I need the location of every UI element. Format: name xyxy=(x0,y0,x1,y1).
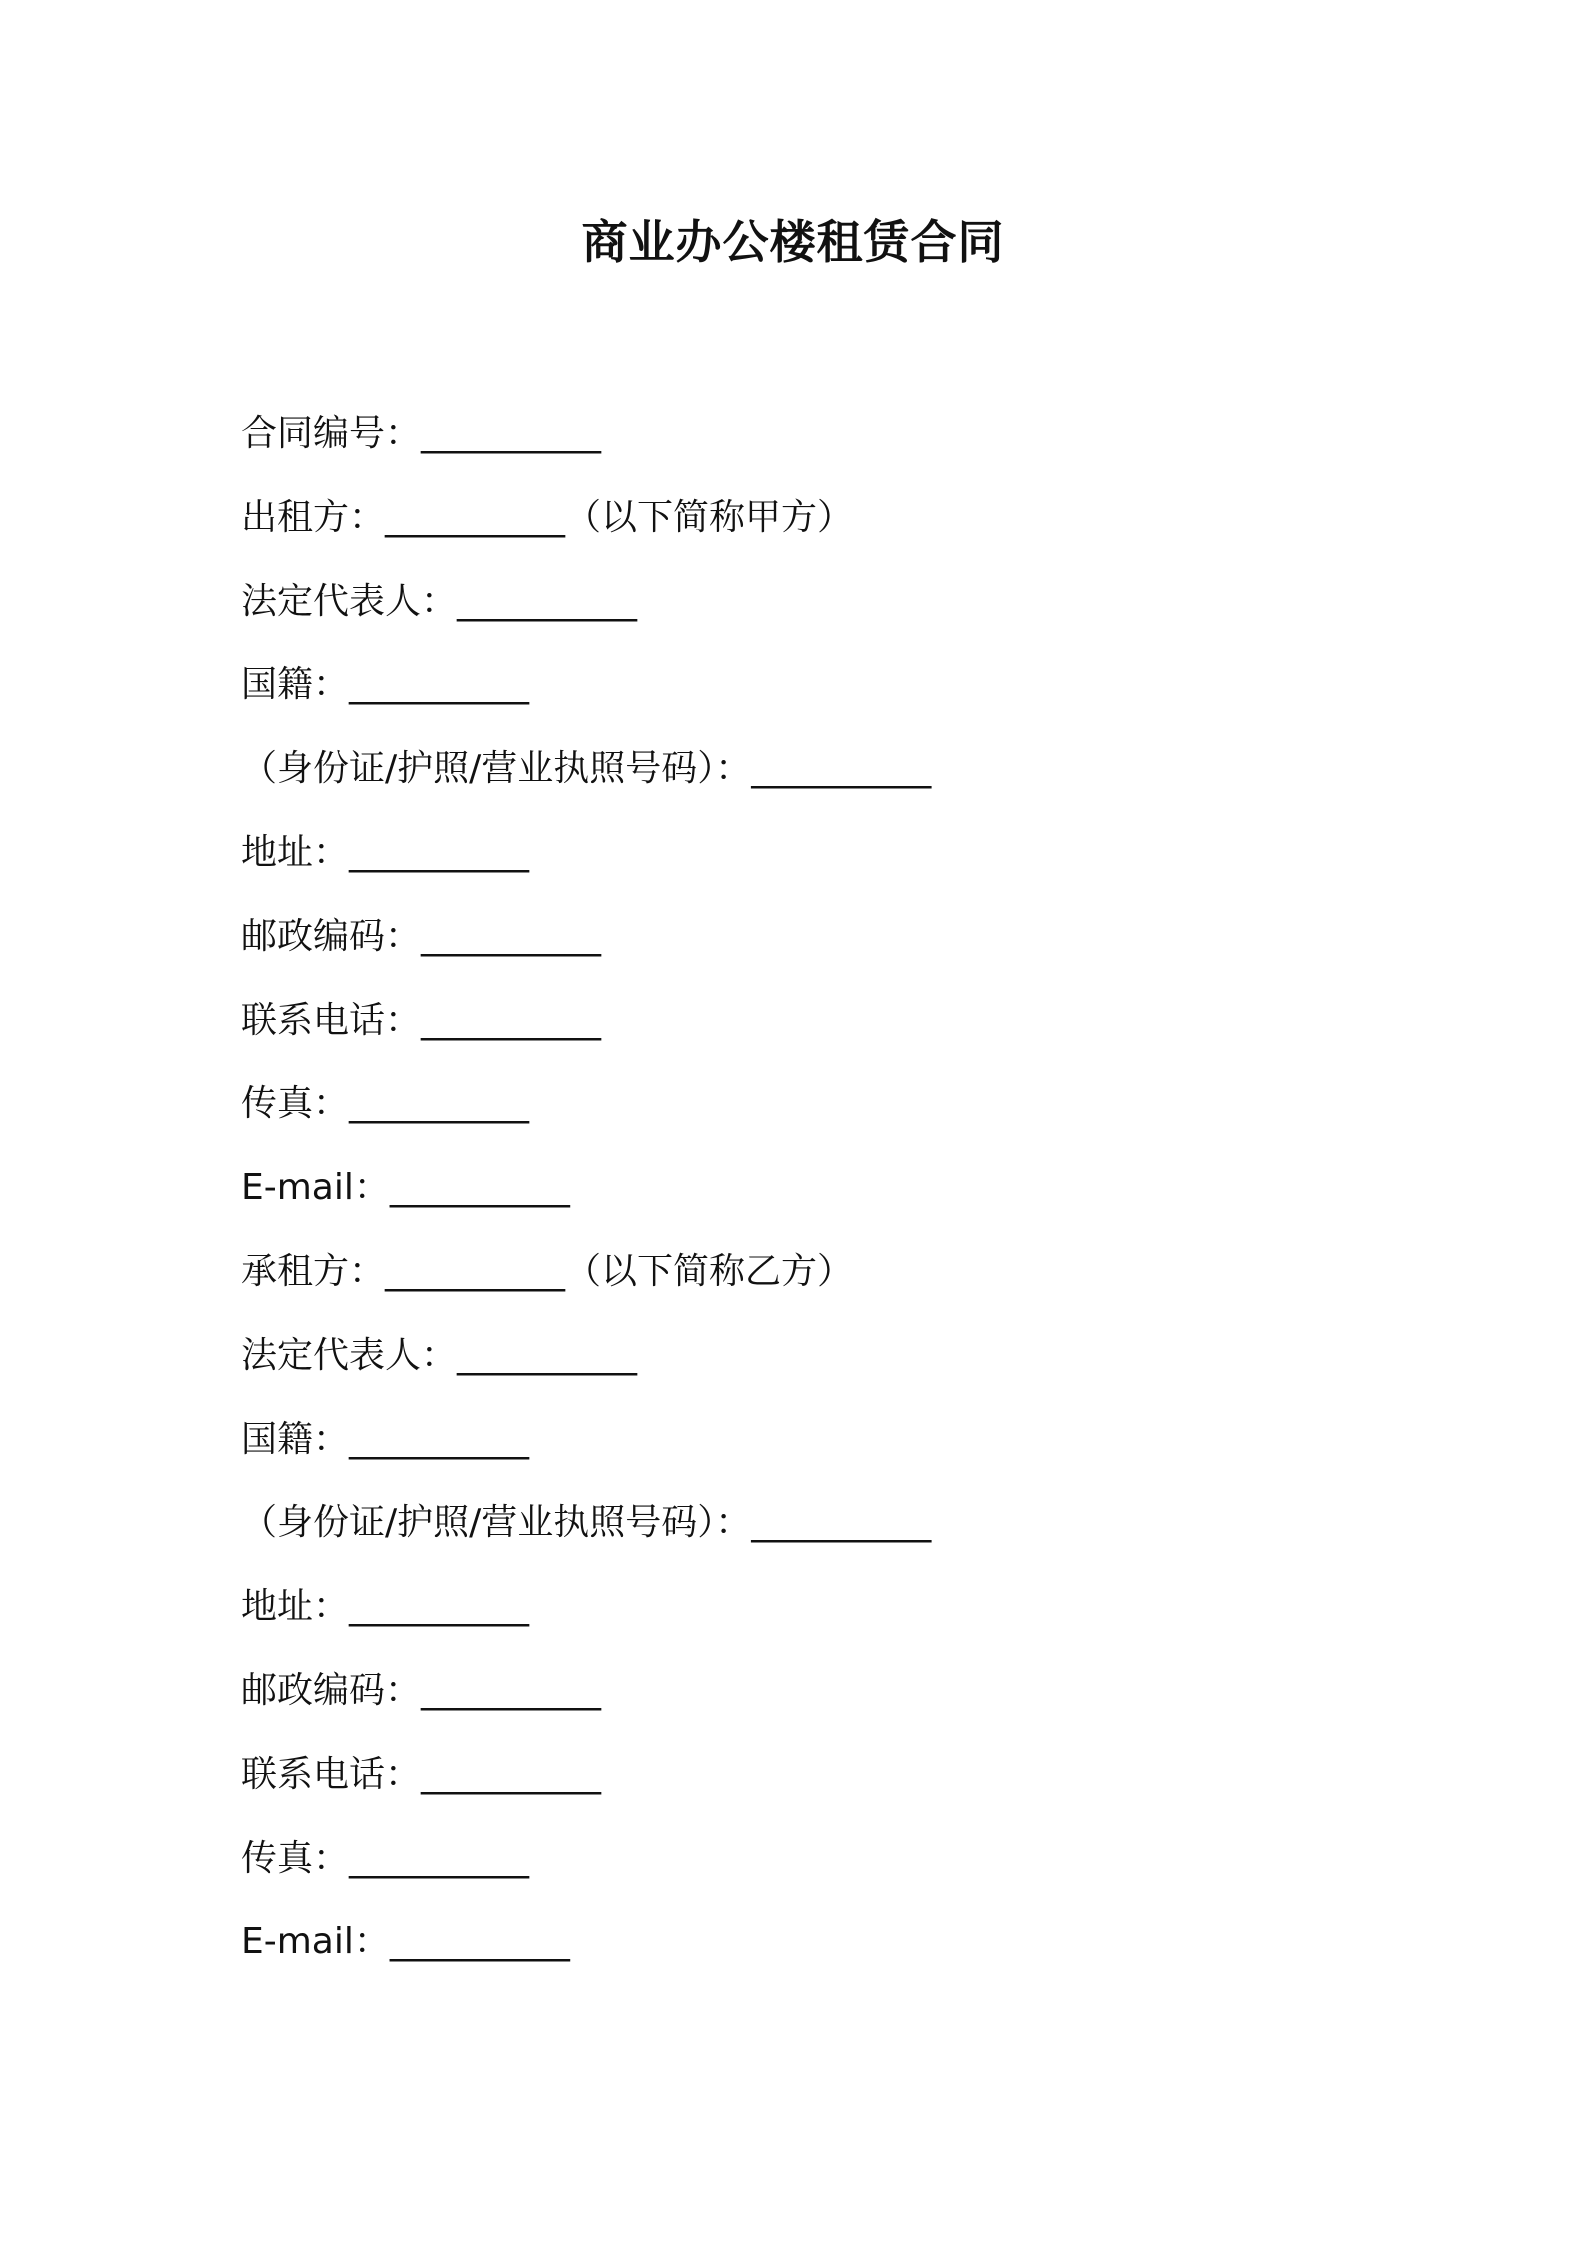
lessor-phone-line: 联系电话：__________ xyxy=(241,999,602,1041)
lessee-legal-representative-line: 法定代表人：__________ xyxy=(241,1334,638,1376)
lessor-address-line: 地址：__________ xyxy=(241,831,530,873)
lessee-postal-code-line: 邮政编码：__________ xyxy=(241,1669,602,1711)
lessee-fax-line: 传真：__________ xyxy=(241,1837,530,1879)
lessor-postal-code-line: 邮政编码：__________ xyxy=(241,915,602,957)
lessee-nationality-line: 国籍：__________ xyxy=(241,1418,530,1460)
lessee-id-number-line: （身份证/护照/营业执照号码）：__________ xyxy=(241,1502,932,1544)
contract-party-fields xyxy=(241,404,1341,1996)
lessor-email-line: E-mail：__________ xyxy=(241,1167,570,1209)
lessee-email-line: E-mail：__________ xyxy=(241,1921,570,1963)
lessor-nationality-line: 国籍：__________ xyxy=(241,664,530,706)
lessee-address-line: 地址：__________ xyxy=(241,1586,530,1628)
lessor-legal-representative-line: 法定代表人：__________ xyxy=(241,580,638,622)
lessee-phone-line: 联系电话：__________ xyxy=(241,1753,602,1795)
lessee-line: 承租方：__________（以下简称乙方） xyxy=(241,1250,854,1292)
lessor-fax-line: 传真：__________ xyxy=(241,1083,530,1125)
lessor-line: 出租方：__________（以下简称甲方） xyxy=(241,496,854,538)
document-title: 商业办公楼租赁合同 xyxy=(581,215,1005,269)
lessor-id-number-line: （身份证/护照/营业执照号码）：__________ xyxy=(241,748,932,790)
contract-number-line: 合同编号：__________ xyxy=(241,413,602,454)
